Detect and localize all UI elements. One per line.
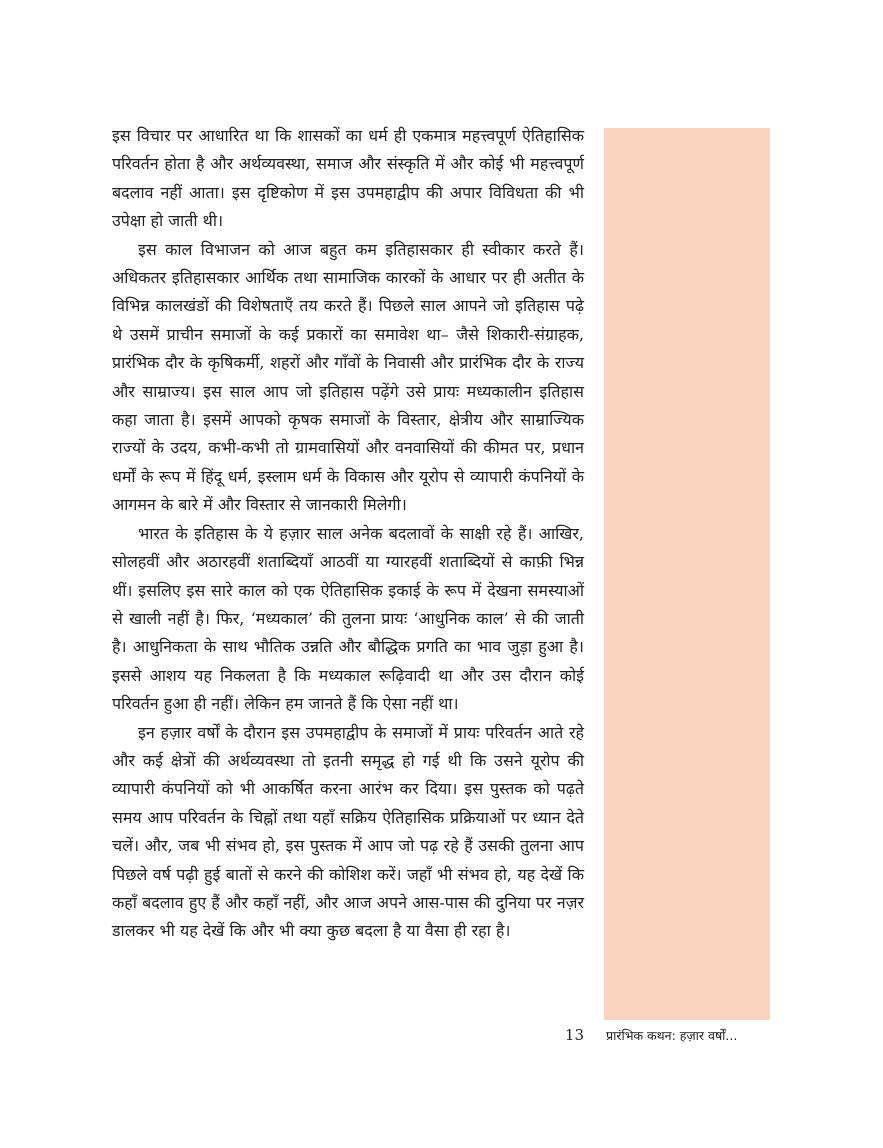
paragraph-2: इस काल विभाजन को आज बहुत कम इतिहासकार ही स्वीकार करते हैं। अधिकतर इतिहासकार आर्थिक तथा सामाजिक कारकों के आधार पर ही अतीत के विभिन्न कालखंडों की विशेषताएँ तय करते हैं। पिछले साल आपने जो इतिहास पढ़े थे उसमें प्राचीन समाजों के कई प्रकारों का समावेश था– जैसे शिकारी-संग्राहक, प्रारंभिक दौर के कृषिकर्मी, शहरों और गाँवों के निवासी और प्रारंभिक दौर के राज्य और साम्राज्य। इस साल आप जो इतिहास पढ़ेंगे उसे प्रायः मध्यकालीन इतिहास कहा जाता है। इसमें आपको कृषक समाजों के विस्तार, क्षेत्रीय और साम्राज्यिक राज्यों के उदय, कभी-कभी तो ग्रामवासियों और वनवासियों की कीमत पर, प्रधान धर्मों के रूप में हिंदू धर्म, इस्लाम धर्म के विकास और यूरोप से व्यापारी कंपनियों के आगमन के बारे में और विस्तार से जानकारी मिलेगी। [112, 239, 584, 515]
running-footer-title: प्रारंभिक कथन: हज़ार वर्षों... [606, 1028, 738, 1043]
side-margin-band [604, 128, 770, 1020]
paragraph-3: भारत के इतिहास के ये हज़ार साल अनेक बदलावों के साक्षी रहे हैं। आखिर, सोलहवीं और अठारहवीं शताब्दियाँ आठवीं या ग्यारहवीं शताब्दियों से काफ़ी भिन्न थीं। इसलिए इस सारे काल को एक ऐतिहासिक इकाई के रूप में देखना समस्याओं से खाली नहीं है। फिर, ‘मध्यकाल’ की तुलना प्रायः ‘आधुनिक काल’ से की जाती है। आधुनिकता के साथ भौतिक उन्नति और बौद्धिक प्रगति का भाव जुड़ा हुआ है। इससे आशय यह निकलता है कि मध्यकाल रूढ़िवादी था और उस दौरान कोई परिवर्तन हुआ ही नहीं। लेकिन हम जानते हैं कि ऐसा नहीं था। [112, 523, 584, 714]
body-text [112, 122, 584, 946]
paragraph-1: इस विचार पर आधारित था कि शासकों का धर्म ही एकमात्र महत्त्वपूर्ण ऐतिहासिक परिवर्तन होता है और अर्थव्यवस्था, समाज और संस्कृति में और कोई भी महत्त्वपूर्ण बदलाव नहीं आता। इस दृष्टिकोण में इस उपमहाद्वीप की अपार विविधता की भी उपेक्षा हो जाती थी। [112, 126, 584, 231]
page-number: 13 [564, 1026, 584, 1044]
paragraph-4: इन हज़ार वर्षों के दौरान इस उपमहाद्वीप के समाजों में प्रायः परिवर्तन आते रहे और कई क्षेत्रों की अर्थव्यवस्था तो इतनी समृद्ध हो गई थी कि उसने यूरोप की व्यापारी कंपनियों को भी आकर्षित करना आरंभ कर दिया। इस पुस्तक को पढ़ते समय आप परिवर्तन के चिह्नों तथा यहाँ सक्रिय ऐतिहासिक प्रक्रियाओं पर ध्यान देते चलें। और, जब भी संभव हो, इस पुस्तक में आप जो पढ़ रहे हैं उसकी तुलना आप पिछले वर्ष पढ़ी हुई बातों से करने की कोशिश करें। जहाँ भी संभव हो, यह देखें कि कहाँ बदलाव हुए हैं और कहाँ नहीं, और आज अपने आस-पास की दुनिया पर नज़र डालकर भी यह देखें कि और भी क्या कुछ बदला है या वैसा ही रहा है। [112, 722, 584, 941]
